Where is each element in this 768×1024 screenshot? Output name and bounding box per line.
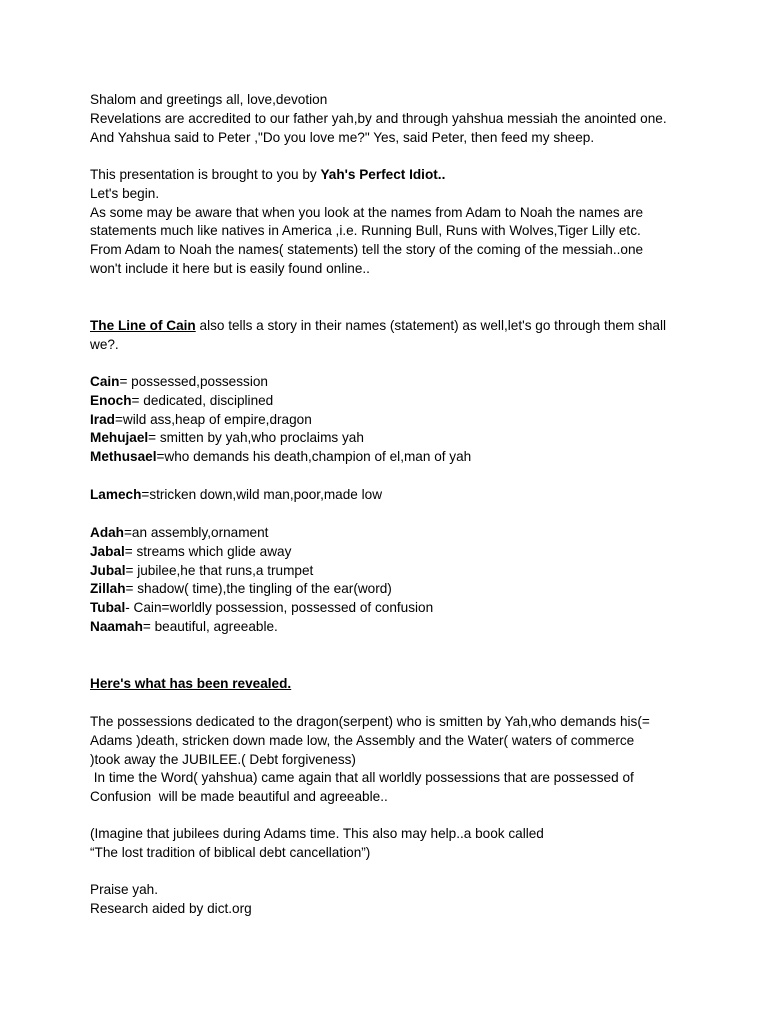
name-label: Adah	[90, 525, 124, 540]
revelations-line: Revelations are accredited to our father yah,by and through yahshua messiah the anointed one.	[90, 110, 667, 126]
revealed-heading-block	[90, 675, 690, 694]
name-meaning: = dedicated, disciplined	[131, 392, 274, 408]
closing-section	[90, 881, 690, 919]
name-meaning: =stricken down,wild man,poor,made low	[141, 487, 383, 502]
revealed-line: The possessions dedicated to the dragon(serpent) who is smitten by Yah,who demands his(=	[90, 714, 650, 729]
name-meaning: = beautiful, agreeable.	[142, 618, 278, 634]
imagine-line: (Imagine that jubilees during Adams time. This also may help..a book called	[90, 826, 544, 841]
paragraph-line: From Adam to Noah the names( statements) tell the story of the coming of the messiah..one	[90, 242, 644, 258]
revealed-line: Confusion will be made beautiful and agreeable..	[90, 789, 388, 805]
name-entry	[90, 599, 690, 618]
name-label: Methusael	[90, 449, 157, 465]
name-entry	[90, 524, 690, 543]
name-meaning: = possessed,possession	[119, 374, 268, 389]
name-entry	[90, 580, 690, 599]
revealed-line: )took away the JUBILEE.( Debt forgiveness)	[90, 751, 356, 767]
name-label: Tubal	[90, 600, 126, 616]
name-meaning: = jubilee,he that runs,a trumpet	[125, 562, 314, 578]
praise-line: Praise yah.	[90, 882, 159, 897]
names-list-2	[90, 524, 690, 637]
peter-line: And Yahshua said to Peter ,"Do you love me?" Yes, said Peter, then feed my sheep.	[90, 129, 595, 145]
name-meaning: = shadow( time),the tingling of the ear(word)	[125, 581, 392, 597]
revealed-line: In time the Word( yahshua) came again that all worldly possessions that are possessed of	[90, 770, 634, 786]
names-list-1	[90, 373, 690, 467]
presentation-section	[90, 166, 690, 279]
cain-intro-section	[90, 317, 690, 355]
presentation-line	[90, 166, 690, 185]
name-entry	[90, 429, 690, 448]
presentation-prefix: This presentation is brought to you by	[90, 167, 321, 182]
name-meaning: =wild ass,heap of empire,dragon	[114, 411, 312, 427]
author-name: Yah's Perfect Idiot..	[320, 167, 446, 182]
revealed-line: Adams )death, stricken down made low, the Assembly and the Water( waters of commerce	[90, 732, 635, 748]
name-label: Zillah	[90, 581, 126, 597]
name-label: Jabal	[90, 543, 125, 559]
name-entry	[90, 486, 690, 505]
revealed-heading: Here's what has been revealed.	[90, 676, 292, 691]
name-meaning: =who demands his death,champion of el,man of yah	[156, 449, 472, 465]
line-of-cain-heading: The Line of Cain	[90, 318, 196, 333]
revealed-section	[90, 713, 690, 807]
imagine-section	[90, 825, 690, 863]
paragraph-line: won't include it here but is easily found online..	[90, 260, 370, 276]
cain-intro-continued: we?.	[90, 336, 119, 352]
begin-line: Let's begin.	[90, 185, 160, 201]
name-meaning: = streams which glide away	[124, 543, 292, 559]
name-label: Lamech	[90, 487, 142, 502]
research-credit-line: Research aided by dict.org	[90, 900, 252, 916]
lamech-section	[90, 486, 690, 505]
name-meaning: - Cain=worldly possession, possessed of confusion	[125, 600, 434, 616]
name-label: Naamah	[90, 618, 143, 634]
greeting-line: Shalom and greetings all, love,devotion	[90, 92, 328, 107]
name-label: Enoch	[90, 392, 132, 408]
name-entry	[90, 543, 690, 562]
name-label: Cain	[90, 374, 120, 389]
name-label: Irad	[90, 411, 115, 427]
name-entry	[90, 448, 690, 467]
cain-intro-text: also tells a story in their names (statement) as well,let's go through them shall	[195, 318, 667, 333]
intro-section	[90, 91, 690, 147]
imagine-line: “The lost tradition of biblical debt cancellation”)	[90, 844, 371, 860]
name-entry	[90, 392, 690, 411]
name-entry	[90, 411, 690, 430]
paragraph-line: statements much like natives in America ,i.e. Running Bull, Runs with Wolves,Tiger Lilly etc.	[90, 223, 641, 239]
name-label: Mehujael	[90, 430, 149, 446]
name-entry	[90, 618, 690, 637]
cain-intro-line	[90, 317, 690, 336]
name-label: Jubal	[90, 562, 126, 578]
name-entry	[90, 562, 690, 581]
paragraph-line: As some may be aware that when you look at the names from Adam to Noah the names are	[90, 204, 644, 220]
name-meaning: =an assembly,ornament	[123, 525, 269, 540]
name-meaning: = smitten by yah,who proclaims yah	[148, 430, 364, 446]
name-entry	[90, 373, 690, 392]
